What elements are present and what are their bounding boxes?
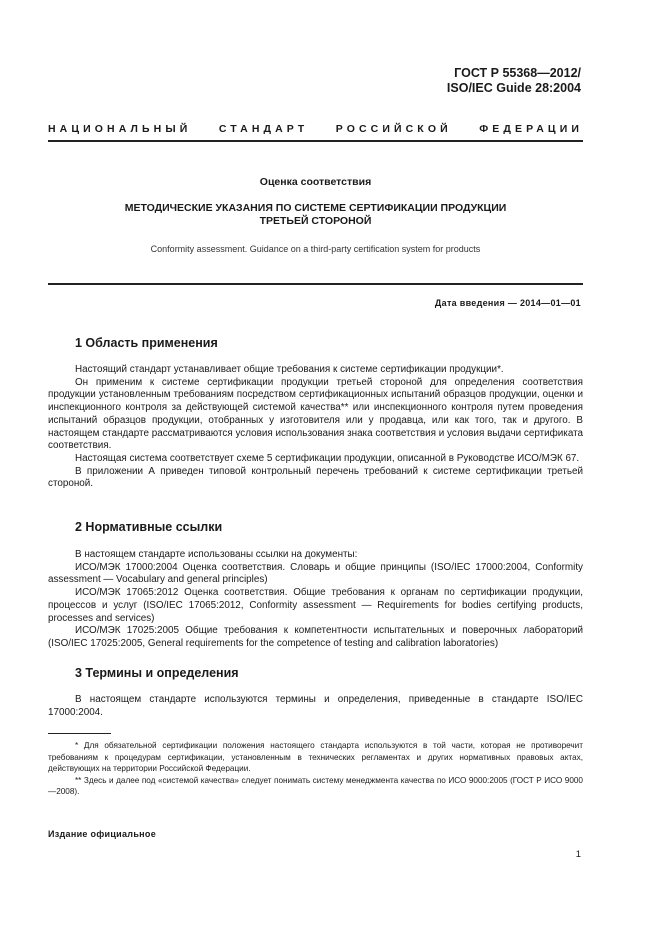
paragraph: В настоящем стандарте использованы ссылки на документы:: [75, 549, 358, 560]
top-divider: [48, 140, 583, 142]
footnote-divider: [48, 733, 111, 734]
document-title: [48, 202, 583, 228]
section-heading-terms: 3 Термины и определения: [75, 666, 239, 680]
section-body-scope: [48, 364, 583, 491]
section-heading-references: 2 Нормативные ссылки: [75, 520, 223, 534]
reference-item: ИСО/МЭК 17065:2012 Оценка соответствия. Общие требования к органам по сертификации продукции, процессов и услуг (ISO/IEC 17065:2012, Conformity assessment — Requirements for bodies certifying products, processes and services): [48, 587, 583, 624]
national-standard-banner: НАЦИОНАЛЬНЫЙ СТАНДАРТ РОССИЙСКОЙ ФЕДЕРАЦИИ: [48, 123, 583, 135]
english-title: Conformity assessment. Guidance on a third-party certification system for products: [150, 244, 481, 254]
document-title-line-1: МЕТОДИЧЕСКИЕ УКАЗАНИЯ ПО СИСТЕМЕ СЕРТИФИКАЦИИ ПРОДУКЦИИ: [124, 202, 507, 214]
standard-number: ГОСТ Р 55368—2012/: [454, 66, 581, 80]
section-body-terms: [48, 694, 583, 719]
iso-number: ISO/IEC Guide 28:2004: [446, 81, 581, 95]
footnote: * Для обязательной сертификации положения настоящего стандарта используются в той части, которая не противоречит требованиям к процедурам сертификации, установленным в технических регламентах и других нормативных правовых актах, действующих на территории Российской Федерации.: [48, 741, 583, 773]
paragraph: Настоящий стандарт устанавливает общие требования к системе сертификации продукции*.: [75, 364, 504, 375]
paragraph: Настоящая система соответствует схеме 5 сертификации продукции, описанной в Руководстве ИСО/МЭК 67.: [75, 452, 580, 464]
page-number: 1: [575, 849, 581, 860]
paragraph: В приложении А приведен типовой контрольный перечень требований к системе сертификации третьей стороной.: [48, 465, 583, 490]
document-subject: Оценка соответствия: [259, 176, 372, 188]
document-title-line-2: ТРЕТЬЕЙ СТОРОНОЙ: [259, 215, 372, 227]
footnotes: [48, 740, 583, 798]
section-body-references: [48, 549, 583, 651]
footnote: ** Здесь и далее под «системой качества» следует понимать систему менеджмента качества по ИСО 9000:2005 (ГОСТ Р ИСО 9000—2008).: [48, 775, 583, 796]
introduction-date: Дата введения — 2014—01—01: [434, 298, 581, 308]
edition-label: Издание официальное: [48, 829, 157, 839]
paragraph: В настоящем стандарте используются термины и определения, приведенные в стандарте ISO/IEC 17000:2004.: [48, 694, 583, 718]
reference-item: ИСО/МЭК 17000:2004 Оценка соответствия. Словарь и общие принципы (ISO/IEC 17000:2004, Conformity assessment — Vocabulary and general principles): [48, 561, 583, 586]
reference-item: ИСО/МЭК 17025:2005 Общие требования к компетентности испытательных и поверочных лабораторий (ISO/IEC 17025:2005, General requirements for the competence of testing and calibration laboratories): [48, 625, 583, 649]
paragraph: Он применим к системе сертификации продукции третьей стороной для определения соответствия продукции установленным требованиям посредством сертификационных испытаний образцов продукции, оценки и инспекционного контроля за действующей системой качества** или инспекционного контроля путем проведения испытаний образцов продукции, отобранных у изготовителя или у продавца, или как того, так и другого. В настоящем стандарте рассматриваются условия использования знака соответствия и условия выдачи сертификата соответствия.: [48, 376, 583, 452]
title-divider: [48, 283, 583, 285]
section-heading-scope: 1 Область применения: [75, 336, 218, 350]
document-code: [447, 66, 581, 96]
